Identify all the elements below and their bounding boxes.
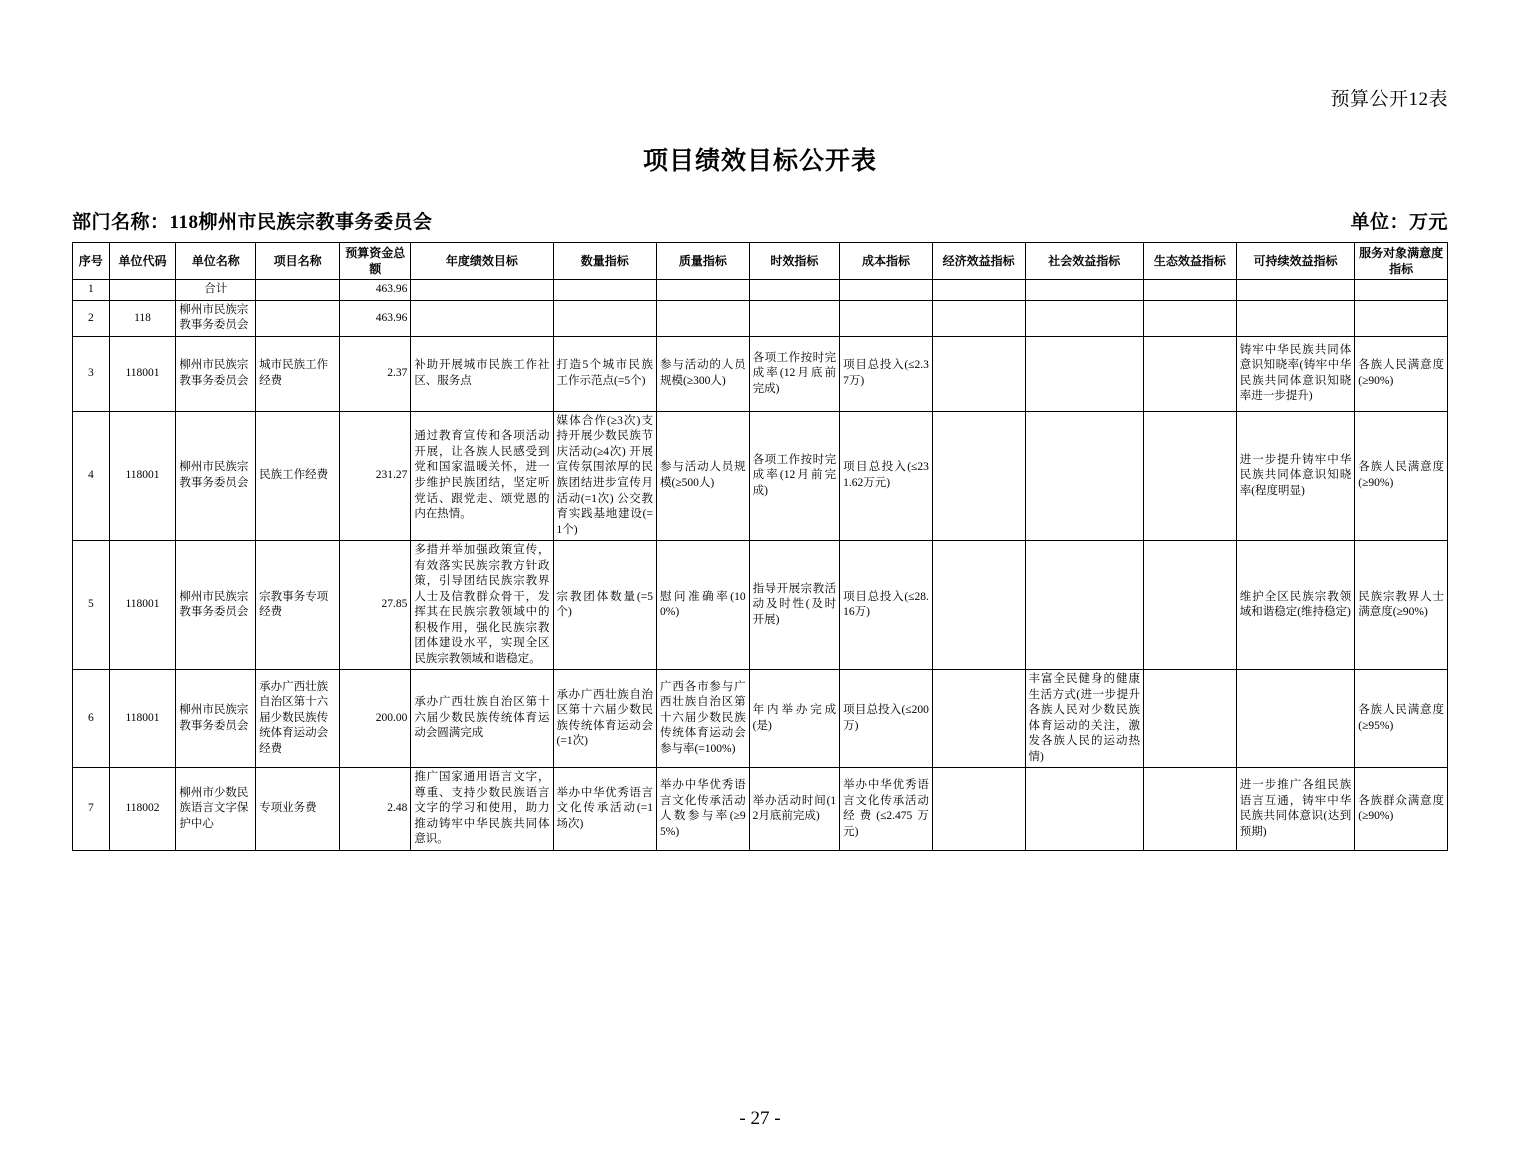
cell-cost: 举办中华优秀语言文化传承活动经费(≤2.475万元) xyxy=(840,768,933,851)
cell-project-name: 城市民族工作经费 xyxy=(256,336,340,411)
cell-amount: 2.37 xyxy=(340,336,411,411)
table-row xyxy=(73,768,1448,851)
cell-sustainable: 铸牢中华民族共同体意识知晓率(铸牢中华民族共同体意识知晓率进一步提升) xyxy=(1236,336,1355,411)
cell-social xyxy=(1025,300,1144,336)
cell-quality xyxy=(656,280,749,301)
cell-seq: 7 xyxy=(73,768,110,851)
cell-unit-name: 柳州市民族宗教事务委员会 xyxy=(176,541,256,670)
cell-satisfaction xyxy=(1355,300,1448,336)
amount-unit: 单位：万元 xyxy=(1350,212,1448,233)
cell-ecological xyxy=(1144,411,1237,540)
cell-unit-code: 118001 xyxy=(109,670,176,768)
cell-economic xyxy=(932,300,1025,336)
cell-unit-code: 118001 xyxy=(109,336,176,411)
cell-seq: 2 xyxy=(73,300,110,336)
cell-quality: 慰问准确率(100%) xyxy=(656,541,749,670)
col-unit-name: 单位名称 xyxy=(176,243,256,280)
cell-cost xyxy=(840,280,933,301)
cell-satisfaction: 民族宗教界人士满意度(≥90%) xyxy=(1355,541,1448,670)
cell-unit-name: 合计 xyxy=(176,280,256,301)
cell-goal: 推广国家通用语言文字，尊重、支持少数民族语言文字的学习和使用，助力推动铸牢中华民族共同体意识。 xyxy=(411,768,553,851)
cell-amount: 27.85 xyxy=(340,541,411,670)
cell-goal xyxy=(411,300,553,336)
cell-unit-name: 柳州市民族宗教事务委员会 xyxy=(176,411,256,540)
cell-unit-code: 118 xyxy=(109,300,176,336)
col-quantity-index: 数量指标 xyxy=(553,243,656,280)
col-cost-index: 成本指标 xyxy=(840,243,933,280)
col-social-index: 社会效益指标 xyxy=(1025,243,1144,280)
cell-seq: 1 xyxy=(73,280,110,301)
cell-cost: 项目总投入(≤28.16万) xyxy=(840,541,933,670)
cell-social xyxy=(1025,411,1144,540)
page-title: 项目绩效目标公开表 xyxy=(642,148,877,175)
cell-project-name: 专项业务费 xyxy=(256,768,340,851)
cell-quantity xyxy=(553,300,656,336)
cell-goal: 多措并举加强政策宣传，有效落实民族宗教方针政策，引导团结民族宗教界人士及信教群众骨干，发挥其在民族宗教领域中的积极作用，强化民族宗教团体建设水平，实现全区民族宗教领域和谐稳定。 xyxy=(411,541,553,670)
table-header-row xyxy=(73,243,1448,280)
cell-quantity: 媒体合作(≥3次)支持开展少数民族节庆活动(≥4次) 开展宣传氛围浓厚的民族团结进步宣传月活动(=1次) 公交教育实践基地建设(=1个) xyxy=(553,411,656,540)
col-ecological-index: 生态效益指标 xyxy=(1144,243,1237,280)
cell-goal: 补助开展城市民族工作社区、服务点 xyxy=(411,336,553,411)
cell-unit-code xyxy=(109,280,176,301)
cell-cost: 项目总投入(≤2.37万) xyxy=(840,336,933,411)
performance-target-table xyxy=(72,242,1448,851)
table-row xyxy=(73,541,1448,670)
table-row xyxy=(73,411,1448,540)
cell-timeliness: 指导开展宗教活动及时性(及时开展) xyxy=(749,541,840,670)
cell-amount: 463.96 xyxy=(340,300,411,336)
cell-seq: 5 xyxy=(73,541,110,670)
cell-sustainable: 进一步提升铸牢中华民族共同体意识知晓率(程度明显) xyxy=(1236,411,1355,540)
cell-unit-code: 118001 xyxy=(109,541,176,670)
cell-quantity: 宗教团体数量(=5个) xyxy=(553,541,656,670)
cell-unit-name: 柳州市民族宗教事务委员会 xyxy=(176,336,256,411)
cell-timeliness: 举办活动时间(12月底前完成) xyxy=(749,768,840,851)
cell-social xyxy=(1025,336,1144,411)
cell-project-name xyxy=(256,300,340,336)
cell-satisfaction: 各族群众满意度(≥90%) xyxy=(1355,768,1448,851)
cell-unit-name: 柳州市民族宗教事务委员会 xyxy=(176,670,256,768)
page-number: - 27 - xyxy=(739,1108,781,1129)
cell-seq: 6 xyxy=(73,670,110,768)
cell-ecological xyxy=(1144,670,1237,768)
department-name: 部门名称：118柳州市民族宗教事务委员会 xyxy=(72,212,433,233)
table-row xyxy=(73,300,1448,336)
cell-satisfaction: 各族人民满意度(≥90%) xyxy=(1355,411,1448,540)
document-page xyxy=(0,84,1520,1158)
col-sustainable-index: 可持续效益指标 xyxy=(1236,243,1355,280)
cell-unit-code: 118001 xyxy=(109,411,176,540)
cell-sustainable xyxy=(1236,670,1355,768)
cell-sustainable xyxy=(1236,280,1355,301)
cell-quality: 广西各市参与广西壮族自治区第十六届少数民族传统体育运动会参与率(=100%) xyxy=(656,670,749,768)
cell-seq: 4 xyxy=(73,411,110,540)
cell-sustainable: 进一步推广各组民族语言互通，铸牢中华民族共同体意识(达到预期) xyxy=(1236,768,1355,851)
cell-project-name: 民族工作经费 xyxy=(256,411,340,540)
cell-satisfaction xyxy=(1355,280,1448,301)
col-seq: 序号 xyxy=(73,243,110,280)
cell-quality: 参与活动的人员规模(≥300人) xyxy=(656,336,749,411)
cell-goal: 承办广西壮族自治区第十六届少数民族传统体育运动会圆满完成 xyxy=(411,670,553,768)
col-satisfaction-index: 服务对象满意度指标 xyxy=(1355,243,1448,280)
cell-satisfaction: 各族人民满意度(≥95%) xyxy=(1355,670,1448,768)
cell-economic xyxy=(932,411,1025,540)
cell-goal: 通过教育宣传和各项活动开展，让各族人民感受到党和国家温暖关怀，进一步维护民族团结，坚定听党话、跟党走、颂党恩的内在热情。 xyxy=(411,411,553,540)
cell-sustainable xyxy=(1236,300,1355,336)
cell-economic xyxy=(932,336,1025,411)
table-row xyxy=(73,670,1448,768)
cell-cost: 项目总投入(≤200万) xyxy=(840,670,933,768)
col-economic-index: 经济效益指标 xyxy=(932,243,1025,280)
cell-amount: 463.96 xyxy=(340,280,411,301)
cell-seq: 3 xyxy=(73,336,110,411)
cell-ecological xyxy=(1144,280,1237,301)
cell-quantity: 承办广西壮族自治区第十六届少数民族传统体育运动会(=1次) xyxy=(553,670,656,768)
cell-social xyxy=(1025,280,1144,301)
cell-timeliness xyxy=(749,300,840,336)
col-annual-goal: 年度绩效目标 xyxy=(411,243,553,280)
cell-quantity: 举办中华优秀语言文化传承活动(=1场次) xyxy=(553,768,656,851)
cell-amount: 2.48 xyxy=(340,768,411,851)
cell-cost xyxy=(840,300,933,336)
cell-unit-code: 118002 xyxy=(109,768,176,851)
cell-quality xyxy=(656,300,749,336)
cell-timeliness xyxy=(749,280,840,301)
col-project-name: 项目名称 xyxy=(256,243,340,280)
cell-project-name: 承办广西壮族自治区第十六届少数民族传统体育运动会经费 xyxy=(256,670,340,768)
cell-economic xyxy=(932,768,1025,851)
subheader xyxy=(72,207,1448,234)
col-quality-index: 质量指标 xyxy=(656,243,749,280)
form-code-label: 预算公开12表 xyxy=(1330,89,1448,110)
cell-satisfaction: 各族人民满意度(≥90%) xyxy=(1355,336,1448,411)
table-row xyxy=(73,280,1448,301)
cell-ecological xyxy=(1144,336,1237,411)
cell-social: 丰富全民健身的健康生活方式(进一步提升各族人民对少数民族体育运动的关注，激发各族人民的运动热情) xyxy=(1025,670,1144,768)
cell-amount: 200.00 xyxy=(340,670,411,768)
cell-economic xyxy=(932,541,1025,670)
col-timeliness-index: 时效指标 xyxy=(749,243,840,280)
cell-quantity: 打造5个城市民族工作示范点(=5个) xyxy=(553,336,656,411)
col-budget-amount: 预算资金总额 xyxy=(340,243,411,280)
cell-sustainable: 维护全区民族宗教领域和谐稳定(维持稳定) xyxy=(1236,541,1355,670)
cell-cost: 项目总投入(≤231.62万元) xyxy=(840,411,933,540)
cell-amount: 231.27 xyxy=(340,411,411,540)
cell-timeliness: 各项工作按时完成率(12月前完成) xyxy=(749,411,840,540)
cell-economic xyxy=(932,670,1025,768)
cell-quantity xyxy=(553,280,656,301)
cell-quality: 参与活动人员规模(≥500人) xyxy=(656,411,749,540)
cell-ecological xyxy=(1144,768,1237,851)
cell-ecological xyxy=(1144,300,1237,336)
cell-timeliness: 年内举办完成(是) xyxy=(749,670,840,768)
cell-project-name xyxy=(256,280,340,301)
cell-unit-name: 柳州市少数民族语言文字保护中心 xyxy=(176,768,256,851)
cell-timeliness: 各项工作按时完成率(12月底前完成) xyxy=(749,336,840,411)
cell-unit-name: 柳州市民族宗教事务委员会 xyxy=(176,300,256,336)
cell-social xyxy=(1025,768,1144,851)
table-row xyxy=(73,336,1448,411)
cell-goal xyxy=(411,280,553,301)
cell-ecological xyxy=(1144,541,1237,670)
cell-social xyxy=(1025,541,1144,670)
cell-quality: 举办中华优秀语言文化传承活动人数参与率(≥95%) xyxy=(656,768,749,851)
col-unit-code: 单位代码 xyxy=(109,243,176,280)
cell-project-name: 宗教事务专项经费 xyxy=(256,541,340,670)
cell-economic xyxy=(932,280,1025,301)
